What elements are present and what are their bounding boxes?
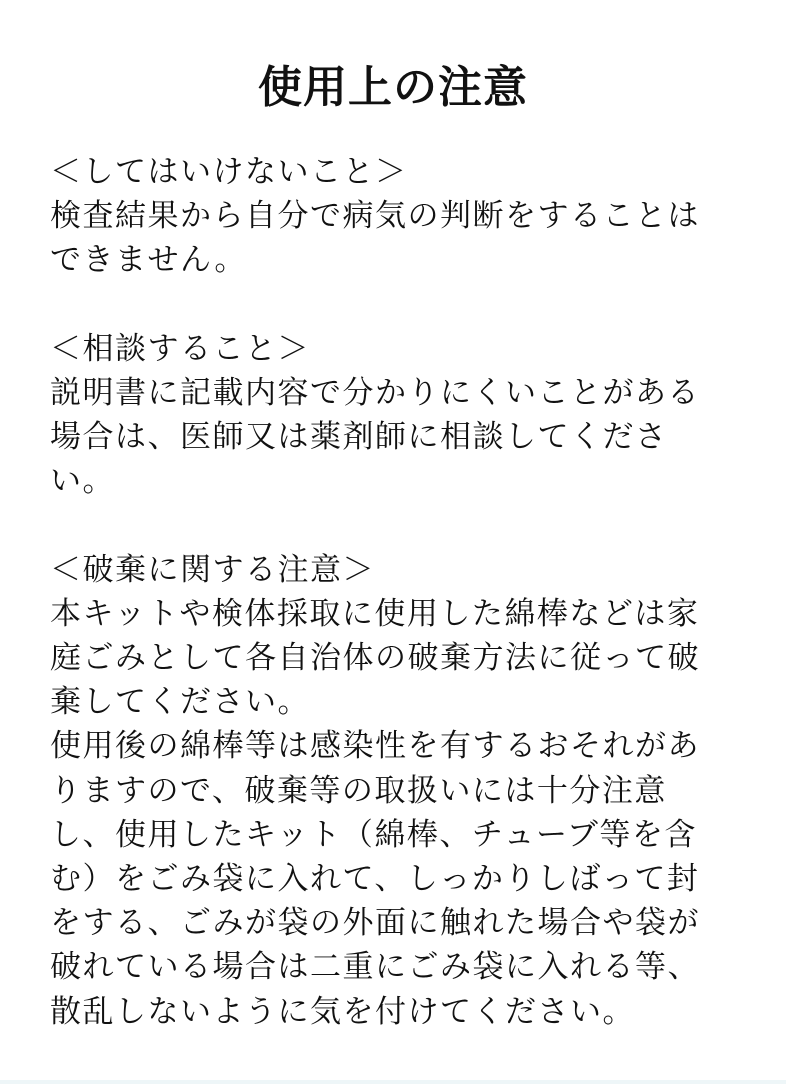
section-consult [50, 327, 740, 504]
body-line: 棄してください。 [50, 684, 310, 721]
body-line: 本キットや検体採取に使用した綿棒などは家 [50, 595, 700, 632]
body-line: できません。 [50, 242, 247, 279]
page-title: 使用上の注意 [258, 62, 528, 113]
body-line: りますので、破棄等の取扱いには十分注意 [50, 772, 667, 809]
section-spacer [50, 504, 740, 548]
body-line: 破れている場合は二重にごみ袋に入れる等、 [50, 949, 700, 986]
body-line: し、使用したキット（綿棒、チューブ等を含 [50, 816, 697, 853]
body-line: 使用後の綿棒等は感染性を有するおそれがあ [50, 728, 700, 765]
section-spacer [50, 283, 740, 327]
body-line: む）をごみ袋に入れて、しっかりしばって封 [50, 861, 700, 897]
body-line: い。 [50, 463, 115, 500]
body-line: 庭ごみとして各自治体の破棄方法に従って破 [50, 640, 700, 677]
body-line: 散乱しないように気を付けてください。 [50, 993, 635, 1030]
body-line: をする、ごみが袋の外面に触れた場合や袋が [50, 905, 700, 942]
section-disposal [50, 548, 740, 1034]
body-line: 場合は、医師又は薬剤師に相談してくださ [50, 419, 668, 456]
section-heading: ＜破棄に関する注意＞ [50, 551, 375, 588]
body-line: 検査結果から自分で病気の判断をすることは [50, 198, 700, 235]
section-heading: ＜してはいけないこと＞ [50, 154, 408, 190]
bottom-divider [0, 1080, 786, 1084]
body-line: 説明書に記載内容で分かりにくいことがある [50, 374, 700, 411]
section-heading: ＜相談すること＞ [50, 330, 310, 367]
notice-content [50, 150, 740, 1034]
section-prohibited [50, 150, 740, 283]
